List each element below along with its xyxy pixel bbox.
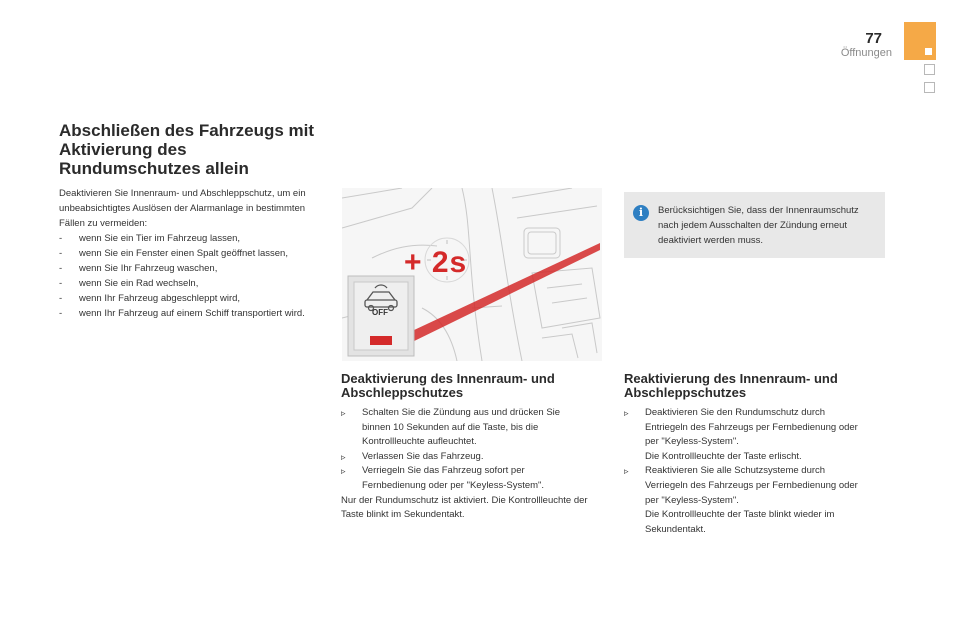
info-icon: i [633, 205, 649, 221]
list-item: ▹ Schalten Sie die Zündung aus und drücken Sie binnen 10 Sekunden auf die Taste, bis die Kontrollleuchte aufleuchtet. [341, 407, 561, 448]
reactivation-body [624, 406, 869, 537]
dashboard-illustration [342, 188, 602, 361]
list-item: ▹ Verriegeln Sie das Fahrzeug sofort per Fernbedienung oder per "Keyless-System". [341, 465, 545, 491]
list-item: - wenn Sie Ihr Fahrzeug waschen, [59, 263, 218, 274]
list-item: ▹ Deaktivieren Sie den Rundumschutz durch Entriegeln des Fahrzeugs per Fernbedienung oder per "Keyless-System". [624, 407, 858, 448]
list-item: ▹ Reaktivieren Sie alle Schutzsysteme durch Verriegeln des Fahrzeugs per Fernbedienung oder per "Keyless-System". [624, 465, 858, 506]
page-title: Abschließen des Fahrzeugs mit Aktivierung des Rundumschutzes allein [59, 121, 315, 178]
list-item: - wenn Ihr Fahrzeug auf einem Schiff transportiert wird. [59, 308, 305, 319]
deactivation-body [341, 406, 591, 523]
chapter-tab-empty-1[interactable] [924, 64, 935, 75]
list-item: Die Kontrollleuchte der Taste erlischt. [645, 450, 802, 462]
intro-section [59, 186, 329, 321]
off-button-label: OFF [372, 308, 388, 317]
section-name: Öffnungen [840, 47, 892, 59]
intro-text: Deaktivieren Sie Innenraum- und Abschleppschutz, um ein unbeabsichtigtes Auslösen der Alarmanlage in bestimmten Fällen zu vermeiden: [59, 188, 306, 229]
info-note [624, 192, 885, 258]
tab-marker [925, 48, 932, 55]
situation-list [59, 231, 329, 321]
list-item: - wenn Sie ein Fenster einen Spalt geöffnet lassen, [59, 248, 288, 259]
info-text: Berücksichtigen Sie, dass der Innenraumschutz nach jedem Ausschalten der Zündung erneut deaktiviert werden muss. [658, 205, 859, 246]
deactivation-note: Nur der Rundumschutz ist aktiviert. Die Kontrollleuchte der Taste blinkt im Sekundentakt. [341, 494, 588, 521]
reactivation-title: Reaktivierung des Innenraum- und Abschleppschutzes [624, 371, 838, 400]
chapter-tab[interactable] [904, 22, 936, 60]
hold-duration-label: + 2s [404, 246, 468, 279]
list-item: - wenn Sie ein Rad wechseln, [59, 278, 199, 289]
indicator-light [370, 336, 392, 345]
list-item: - wenn Ihr Fahrzeug abgeschleppt wird, [59, 293, 241, 304]
chapter-tab-empty-2[interactable] [924, 82, 935, 93]
list-item: - wenn Sie ein Tier im Fahrzeug lassen, [59, 233, 241, 244]
page-number: 77 [865, 30, 882, 47]
list-item: Die Kontrollleuchte der Taste blinkt wieder im Sekundentakt. [645, 509, 835, 535]
list-item: ▹ Verlassen Sie das Fahrzeug. [341, 450, 484, 462]
deactivation-title: Deaktivierung des Innenraum- und Abschleppschutzes [341, 371, 555, 400]
